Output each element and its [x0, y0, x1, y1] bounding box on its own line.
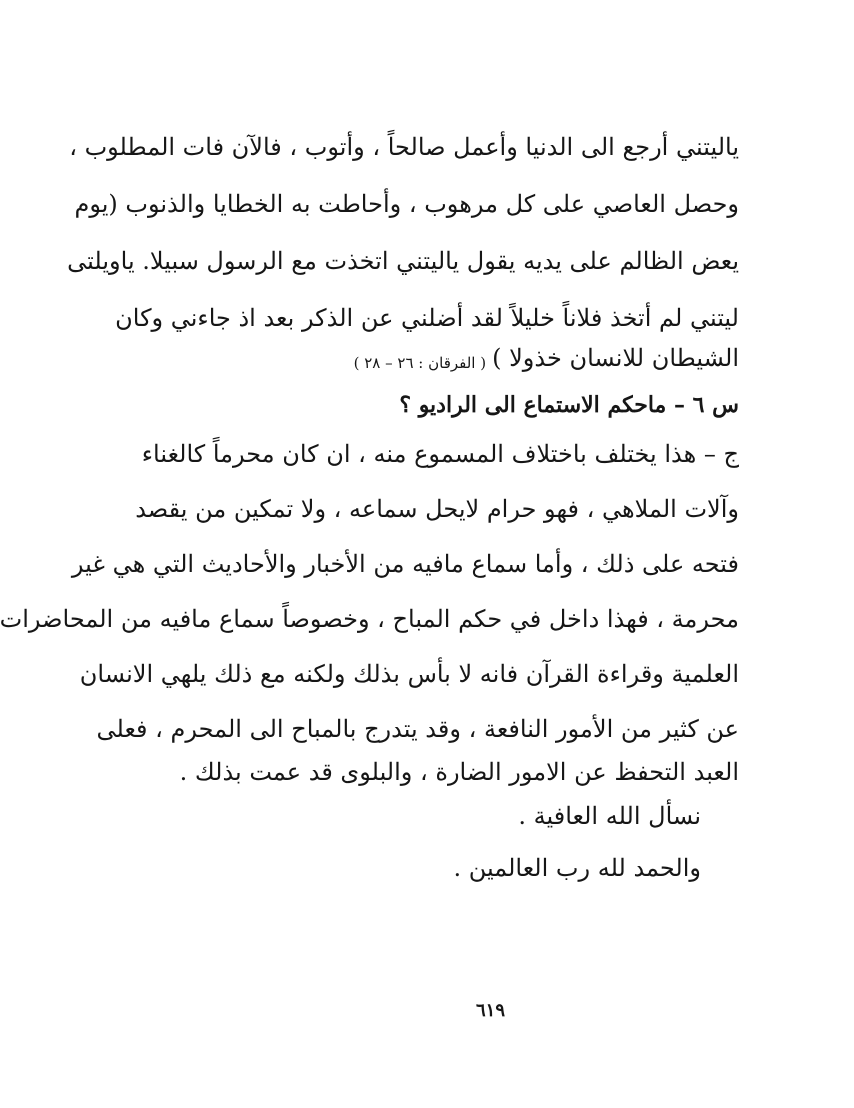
- verse-end-line: [239, 336, 739, 380]
- question-heading: س ٦ – ماحكم الاستماع الى الراديو ؟: [399, 392, 739, 418]
- page-number: ٦١٩: [475, 1000, 505, 1021]
- closing-line-2: والحمد لله رب العالمين .: [453, 854, 701, 882]
- verse-end-text: الشيطان للانسان خذولا ): [492, 344, 739, 372]
- verse-reference: ( الفرقان : ٢٦ – ٢٨ ): [353, 354, 487, 372]
- answer-line-2: وآلات الملاهي ، فهو حرام لايحل سماعه ، ولا تمكين من يقصد: [135, 495, 739, 523]
- answer-line-7: العبد التحفظ عن الامور الضارة ، والبلوى قد عمت بذلك .: [179, 758, 739, 786]
- answer-line-5: العلمية وقراءة القرآن فانه لا بأس بذلك ولكنه مع ذلك يلهي الانسان: [79, 660, 739, 688]
- text-line-2: وحصل العاصي على كل مرهوب ، وأحاطت به الخطايا والذنوب (يوم: [74, 190, 739, 218]
- closing-line-1: نسأل الله العافية .: [518, 802, 701, 830]
- answer-line-6: عن كثير من الأمور النافعة ، وقد يتدرج بالمباح الى المحرم ، فعلى: [96, 715, 739, 743]
- answer-line-1: ج – هذا يختلف باختلاف المسموع منه ، ان كان محرماً كالغناء: [141, 440, 739, 468]
- text-line-3: يعض الظالم على يديه يقول ياليتني اتخذت مع الرسول سبيلا. ياويلتى: [67, 247, 739, 275]
- answer-line-3: فتحه على ذلك ، وأما سماع مافيه من الأخبار والأحاديث التي هي غير: [71, 550, 739, 578]
- text-line-4: ليتني لم أتخذ فلاناً خليلاً لقد أضلني عن الذكر بعد اذ جاءني وكان: [115, 304, 739, 332]
- text-line-1: ياليتني أرجع الى الدنيا وأعمل صالحاً ، وأتوب ، فالآن فات المطلوب ،: [69, 133, 739, 161]
- answer-line-4: محرمة ، فهذا داخل في حكم المباح ، وخصوصاً سماع مافيه من المحاضرات: [0, 605, 739, 633]
